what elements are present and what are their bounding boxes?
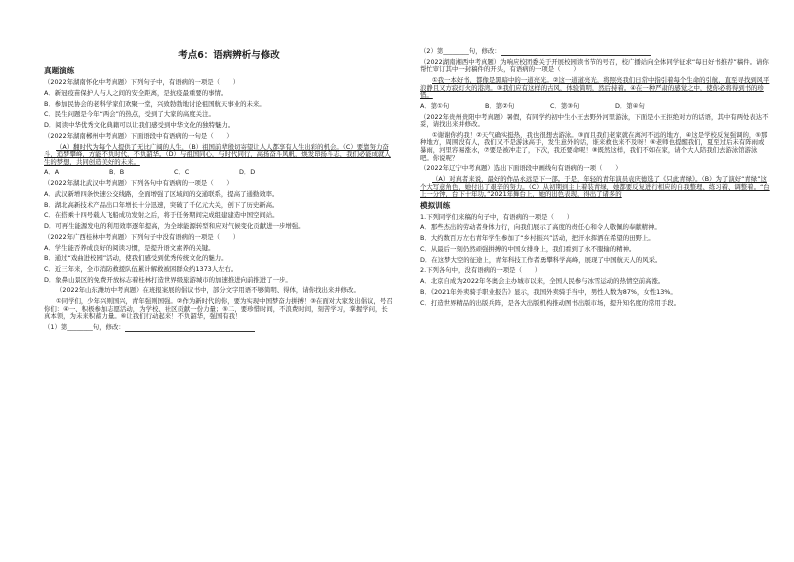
option-a: A．第①句 [420, 101, 450, 110]
question-stem: （2022年湖北武汉中考真题）下列各句中有语病的一项是（ ） [44, 179, 233, 188]
answer-blank-1[interactable] [44, 324, 394, 332]
answer-line[interactable] [125, 331, 255, 332]
right-column [420, 0, 770, 310]
option-a: A．学生能否养成良好的阅读习惯，是提升语文素养的关键。 [44, 243, 215, 252]
section-heading-mock-training: 模拟训练 [420, 200, 451, 210]
option-b: B．大约数百万左右青年学生参加了“乡村振兴”活动，把汗水挥洒在希望的田野上。 [420, 234, 655, 243]
option-row [44, 169, 394, 177]
question-2 [44, 133, 394, 177]
answer-blank-label: （2）第________句，修改： [420, 47, 501, 55]
section-heading-real-exam: 真题演练 [44, 66, 75, 76]
option-d: D．D [239, 168, 256, 177]
answer-line[interactable] [501, 55, 651, 56]
option-b: B．B [109, 168, 125, 177]
question-passage: ①谢谢你约我！②天气确实挺热，我也很想去游泳。③而且我们老家就在离河不远的地方，④这是学校反复强调的，⑤那种地方，周围没有人，我们又不是游泳高手，发生意外的话，谁来救也来不及呀！⑥老师也提醒我们，夏至过后未有阵雨或暴雨，河里容易涨水，⑦要是被冲走了，下次，我还要命呢！⑧既然这样，我们不如在家，请个大人陪我们去游泳馆游泳吧。你说呢？ [420, 130, 768, 162]
option-d: D．第④句 [615, 101, 645, 110]
page-title: 考点6：语病辨析与修改 [178, 50, 280, 61]
option-c: C．在搭乘十四号载人飞船成功发射之后，将于任务期间完成组建建造中国空间站。 [44, 211, 279, 220]
question-stem: （2022湖南湘西中考真题）为响应校团委关于开展校园读书节的号召，校广播站向全体同学征求“每日好书推荐”稿件。请你帮忙审订其中一封稿件的开头，有语病的一项是（ ） [420, 57, 769, 74]
option-b: B．参加民协会的老科学家们欢聚一堂，兴致勃勃地讨论祖国航天事业的未来。 [44, 99, 266, 108]
mock-question-1 [420, 214, 770, 264]
question-passage: ①同学们，少年兴则国兴，青年强则国强。②作为新时代的你，要为实现中国梦奋力拼搏！③在面对大家发出倡议，号召你们：④一、积极参加志愿活动，为学校、社区贡献一份力量；⑤二，要珍惜时间，不浪费时间，刻苦学习，掌握学问，长真本领，为未来积蓄力量。⑥让我们行动起来！不负韶华，强国有我！ [44, 297, 393, 321]
question-7 [420, 114, 770, 162]
option-a: A．北京自成为2022年冬奥会主办城市以来，全国人民参与冰雪运动的热情空前高涨。 [420, 277, 665, 286]
question-passage: （A）翻时代为每个人提供了无比广阔的人生，（B）祖国前辈殷切寄望让人人都享有人生出彩的机会。（C）要靠努力奋斗，追梦攀峰，方能不负时代，不负韶华。（D）与祖国同心，与时代同行，高扬奋斗风帆，焕发昂扬斗志，我们必能成就人生的梦想，共同创造美好的未来。 [44, 142, 391, 166]
question-stem: 2.下列各句中，没有语病的一项是（ ） [420, 266, 542, 275]
question-passage: ①我一本好书，都像是黑暗中的一道亮光。②这一道道亮光，将照亮我们日常中指引着每个生命的引航，直至寻找到风平浪静且又方寂灯火的港湾。③我们应有这样的古风，体验简明，然后持着。④在一种严肃的感觉之中，使你必将得到书的珍惜。 [420, 76, 770, 100]
question-stem: （2022年贵州贵阳中考真题）暑假，有同学约初中生小王去野外河里游泳，下面是小王拒绝对方的话语，其中有两处表达不妥，请找出来并修改。 [420, 112, 769, 129]
question-stem: （2022年湖南怀化中考真题）下列句子中，有语病的一项是（ ） [44, 78, 240, 87]
option-c: C．第③句 [550, 101, 580, 110]
option-d: D．在这梦大空的征途上，青年科技工作者勇攀科学高峰，展现了中国航天人的风采。 [420, 255, 662, 264]
answer-blank-2[interactable] [420, 48, 770, 56]
option-a: A．新冠疫苗保护人与人之间的安全距离，是抗疫最重要的事情。 [44, 88, 228, 97]
question-passage: （A）对真者来说，最好的作品永远是下一部。于是，年轻的青年演员袁庆德选了《只此青绿》。（B）为了演好“青绿”这个大写意角色，她付出了艰辛的努力。（C）从初期到主上着装青绿，她都要反复进行相应的自我整理、练习着、调整着。“台上一分钟，台下十年功。”2021年舞台上，她的出色表现，得出了诸多的 [420, 174, 770, 199]
question-stem: （2022年山东潍坊中考真题）在班报案展的倡议书中，部分文字用语不够简明、得体，请你找出来并修改。 [56, 286, 360, 295]
question-4 [44, 234, 394, 284]
left-column [44, 0, 394, 335]
question-stem: （2022年辽宁中考真题）选出下面语段中画线句有语病的一项（ ） [420, 164, 622, 173]
question-5 [44, 287, 394, 331]
option-c: C．从最后一刻仍然顽强拼搏的中国女排身上，我们看到了永不服输的精神。 [420, 244, 636, 253]
question-1 [44, 79, 394, 129]
option-b: B．《2021年外卖骑手职业报告》显示，我国外卖骑手当中，男性人数为87%，女性13%。 [420, 287, 677, 296]
option-d: D．象鼻山景区的免费开放标志着桂林打造世界级旅游城市的加速推进向前推进了一步。 [44, 275, 292, 284]
question-stem: （2022年广西桂林中考真题）下列句子中没有语病的一项是（ ） [44, 232, 240, 241]
answer-blank-label: （1）第________句，修改： [44, 323, 125, 332]
option-row [420, 103, 770, 111]
option-a: A．武汉新增四条快速公交线路，全面增强了区域间的交通联系，提高了通勤效率。 [44, 189, 279, 198]
option-b: B．第②句 [485, 101, 515, 110]
question-6 [420, 59, 770, 111]
option-c: C．打造世界精品的出版兵阵，是各大出版机构推动图书出版市场，提升知名度的常用手段。 [420, 298, 681, 307]
option-c: C．C [174, 168, 190, 177]
question-3 [44, 180, 394, 230]
question-stem: 1.下列同学们来稿的句子中，有语病的一项是（ ） [420, 212, 574, 221]
option-c: C．近三年来，全市消防救援队伍累计解救被困群众约1373人左右。 [44, 265, 238, 273]
question-stem: （2022年湖南郴州中考真题）下面语段中有语病的一句是（ ） [44, 131, 233, 140]
question-8 [420, 165, 770, 198]
option-a: A．A [44, 168, 60, 177]
option-b: B．通过“戏曲进校园”活动，使我们感受到优秀传统文化的魅力。 [44, 254, 228, 263]
option-c: C．民生问题是今年“两会”的热点，受到了大家的高度关注。 [44, 110, 215, 119]
option-d: D．可再生能源发电的利用效率逐年提高，为全球能源转型和应对气候变化贡献进一步增强。 [44, 222, 305, 231]
mock-question-2 [420, 267, 770, 307]
option-d: D．阅读中华优秀文化典籍可以让我们感受到中华文化的独特魅力。 [44, 121, 235, 130]
option-a: A．那些杰出的劳动者身体力行，向我们展示了高度的责任心和令人敬佩的奉献精神。 [420, 223, 661, 232]
option-b: B．湖北高新技术产品出口年增长十分迅速，突破了千亿元大关，创下了历史新高。 [44, 200, 279, 209]
